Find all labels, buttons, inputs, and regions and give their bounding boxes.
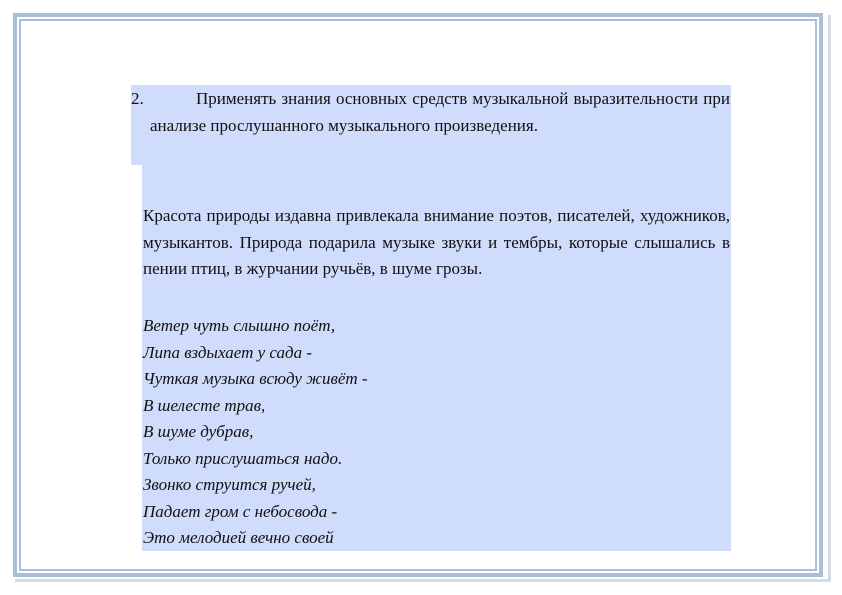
frame-shadow-bottom [15, 579, 831, 582]
poem-line: Чуткая музыка всюду живёт - [143, 369, 368, 388]
poem-line: Звонко струится ручей, [143, 475, 316, 494]
poem-line: В шелесте трав, [143, 395, 266, 415]
poem [143, 313, 730, 552]
intro-paragraph: Красота природы издавна привлекала внимание поэтов, писателей, художников, музыкантов. Природа подарила музыке звуки и тембры, которые слышались в пении птиц, в журчании ручьёв, в шуме грозы. [143, 206, 730, 278]
poem-line: Это мелодией вечно своей [143, 528, 334, 547]
objective-text: Применять знания основных средств музыкальной выразительности при анализе прослушанного музыкального произведения. [150, 89, 730, 135]
poem-line: Только прислушаться надо. [143, 448, 343, 468]
numbered-objective [131, 86, 730, 139]
frame-shadow-right [828, 15, 831, 582]
poem-line: В шуме дубрав, [143, 422, 254, 441]
poem-line: Падает гром с небосвода - [143, 501, 338, 521]
poem-line: Липа вздыхает у сада - [143, 342, 313, 362]
poem-line: Ветер чуть слышно поёт, [143, 316, 336, 335]
objective-number: 2. [131, 89, 144, 108]
